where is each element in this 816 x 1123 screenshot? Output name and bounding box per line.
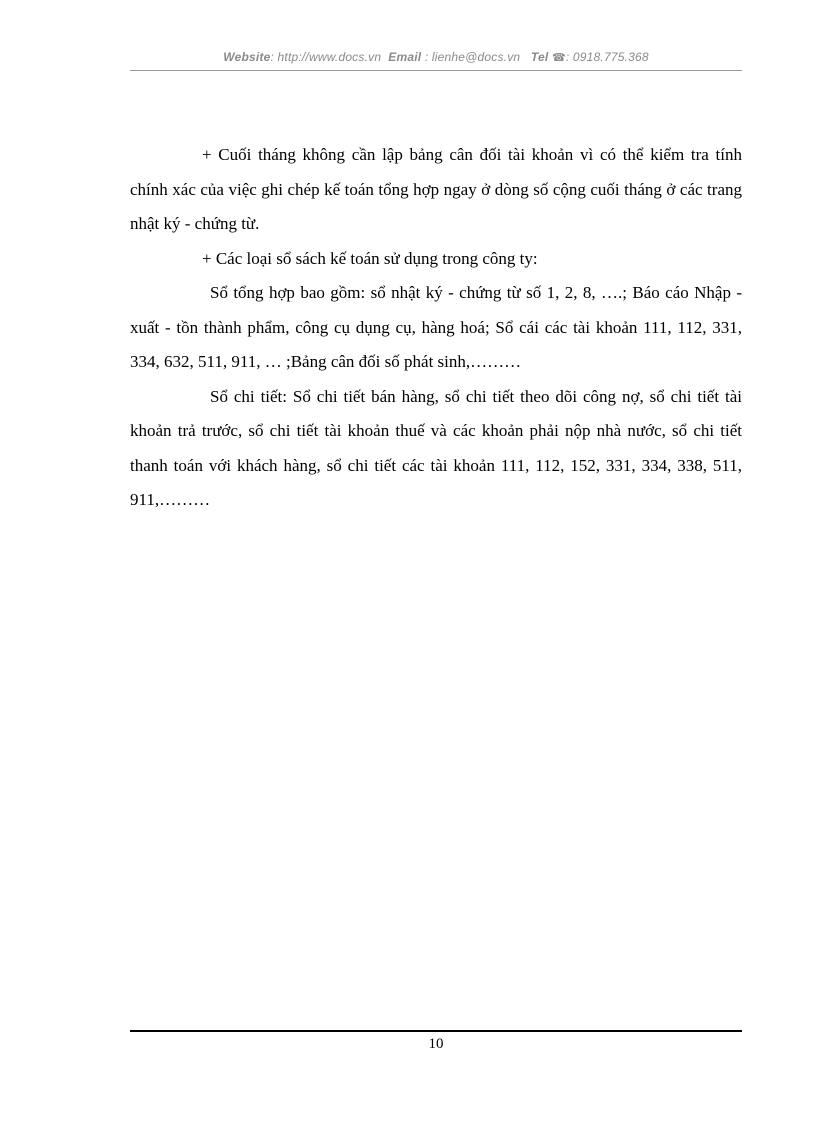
paragraph-general-ledgers: Sổ tổng hợp bao gồm: sổ nhật ký - chứng từ số 1, 2, 8, ….; Báo cáo Nhập - xuất - tồn thành phẩm, công cụ dụng cụ, hàng hoá; Sổ cái các tài khoản 111, 112, 331, 334, 632, 511, 911, … ;Bảng cân đối số phát sinh,……… [130, 283, 742, 371]
paragraph-balance-sheet-note: + Cuối tháng không cần lập bảng cân đối tài khoản vì có thể kiểm tra tính chính xác của việc ghi chép kế toán tổng hợp ngay ở dòng số cộng cuối tháng ở các trang nhật ký - chứng từ. [130, 145, 742, 233]
page-number: 10 [428, 1036, 444, 1052]
paragraph-detail-ledgers: Sổ chi tiết: Sổ chi tiết bán hàng, sổ chi tiết theo dõi công nợ, sổ chi tiết tài khoản trả trước, sổ chi tiết tài khoản thuế và các khoản phải nộp nhà nước, sổ chi tiết thanh toán với khách hàng, sổ chi tiết các tài khoản 111, 112, 152, 331, 334, 338, 511, 911,……… [130, 386, 742, 509]
tel-label: Tel [530, 50, 549, 64]
website-label: Website [223, 50, 271, 64]
phone-icon: ☎ [551, 52, 566, 64]
header-divider [130, 70, 742, 71]
paragraph-book-types-heading: + Các loại sổ sách kế toán sử dụng trong công ty: [202, 248, 538, 268]
email-value: : lienhe@docs.vn [424, 50, 521, 64]
tel-value: : 0918.775.368 [565, 50, 649, 64]
page-header [130, 50, 742, 64]
website-value: : http://www.docs.vn [270, 50, 382, 64]
document-body [130, 138, 742, 518]
footer-divider [130, 1030, 742, 1032]
email-label: Email [388, 50, 422, 64]
